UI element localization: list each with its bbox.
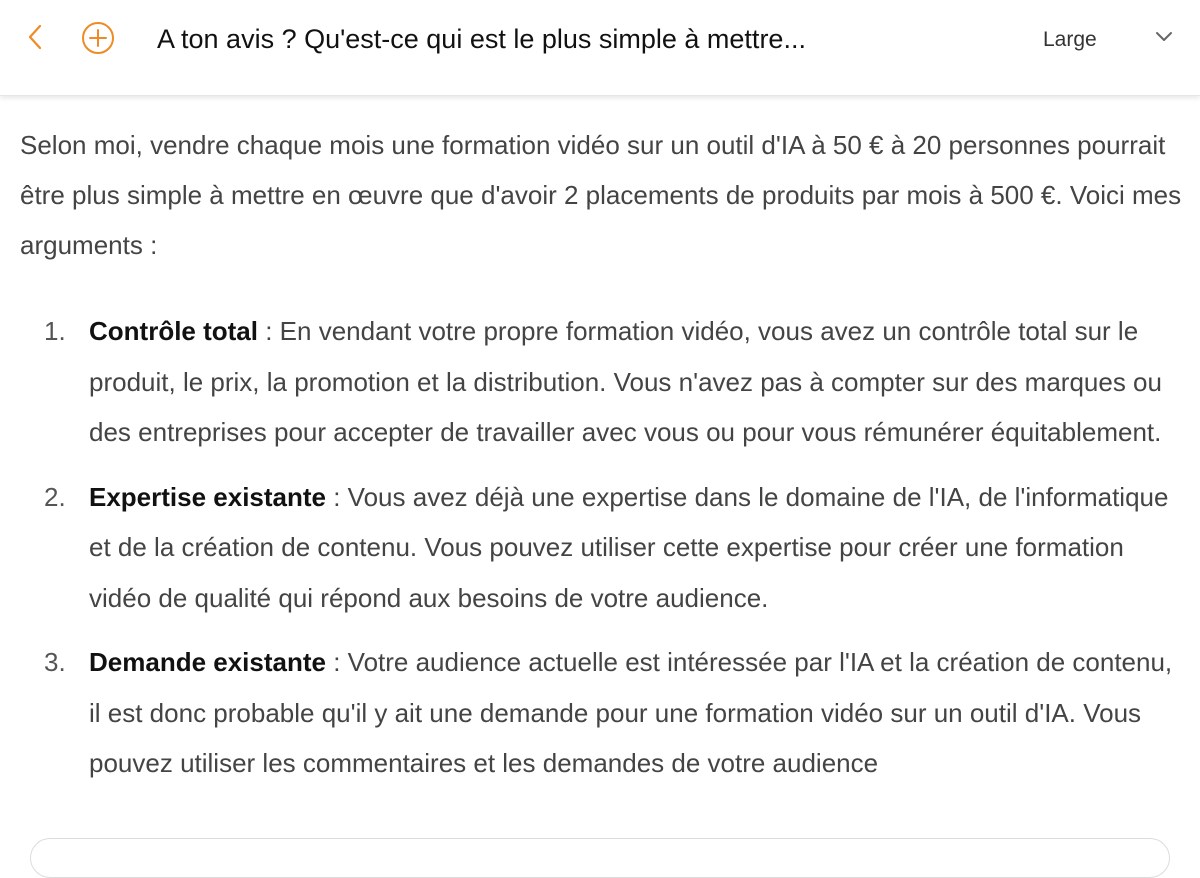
chat-header: [0, 0, 1200, 96]
list-item-text: : Vous avez déjà une expertise dans le domaine de l'IA, de l'informatique et de la création de contenu. Vous pouvez utiliser cette expertise pour créer une formation vidéo de qualité qui répond aux besoins de votre audience.: [89, 481, 1169, 613]
list-number: 2.: [44, 481, 66, 512]
argument-list: [0, 306, 1200, 803]
message-intro: Selon moi, vendre chaque mois une formation vidéo sur un outil d'IA à 50 € à 20 personnes pourrait être plus simple à mettre en œuvre que d'avoir 2 placements de produits par mois à 500 €. Voici mes arguments :: [20, 130, 1182, 260]
list-item-title: Contrôle total: [89, 316, 258, 346]
list-number: 3.: [44, 647, 66, 677]
new-chat-button[interactable]: [80, 22, 116, 58]
chevron-down-icon: [1154, 30, 1174, 49]
list-number: 1.: [44, 316, 66, 346]
conversation-title: A ton avis ? Qu'est-ce qui est le plus simple à mettre...: [157, 24, 806, 54]
back-button[interactable]: [20, 22, 50, 56]
list-item: [0, 306, 1200, 458]
message-content: [0, 96, 1200, 846]
list-item-text: : En vendant votre propre formation vidéo, vous avez un contrôle total sur le produit, le prix, la promotion et la distribution. Vous n'avez pas à compter sur des marques ou des entreprises pour accepter de travailler avec vous ou pour vous rémunérer équitablement.: [89, 316, 1162, 447]
chevron-left-icon: [27, 23, 43, 56]
list-item: [0, 472, 1200, 624]
list-item-text: : Votre audience actuelle est intéressée par l'IA et la création de contenu, il est donc probable qu'il y ait une demande pour une formation vidéo sur un outil d'IA. Vous pouvez utiliser les commentaires et les demandes de votre audience: [89, 647, 1173, 778]
message-input-box[interactable]: [30, 838, 1170, 878]
list-item: [0, 637, 1200, 789]
model-selector[interactable]: [1020, 22, 1190, 58]
plus-circle-icon: [81, 21, 115, 60]
list-item-title: Demande existante: [89, 647, 326, 677]
model-selector-label: Large: [1043, 28, 1097, 51]
list-item-title: Expertise existante: [89, 481, 327, 512]
